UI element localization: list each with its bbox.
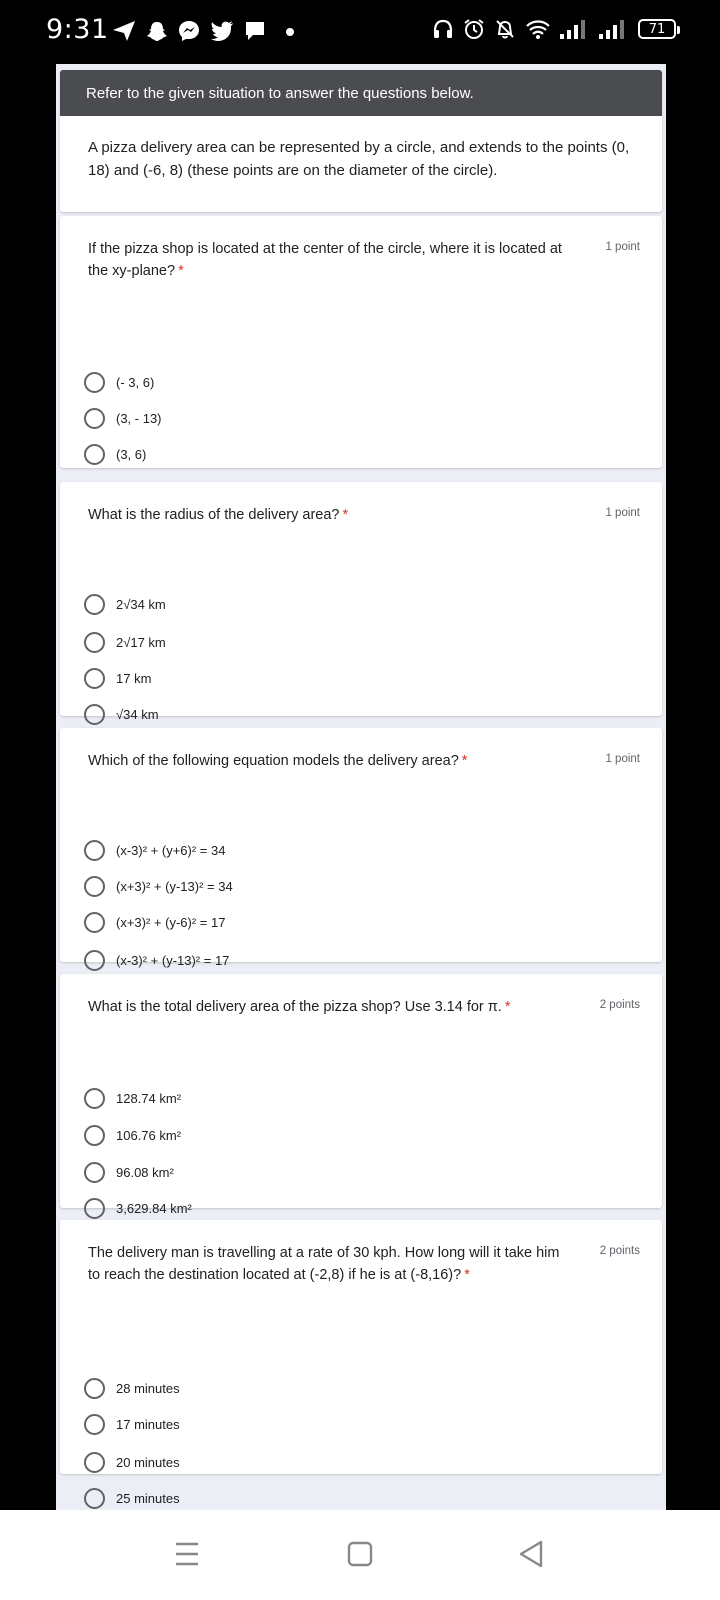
option-label: 2√17 km bbox=[116, 635, 166, 650]
home-icon[interactable] bbox=[347, 1540, 373, 1568]
option-label: (- 3, 6) bbox=[116, 375, 155, 390]
option-row[interactable] bbox=[84, 1125, 484, 1146]
question-card bbox=[60, 1220, 662, 1506]
option-row[interactable] bbox=[84, 840, 484, 861]
question-points: 1 point bbox=[605, 507, 640, 519]
section-title: Refer to the given situation to answer the questions below. bbox=[60, 70, 662, 116]
option-label: 17 minutes bbox=[116, 1417, 180, 1432]
radio-button[interactable] bbox=[84, 912, 105, 933]
battery-indicator: 71 bbox=[638, 19, 676, 39]
question-card bbox=[60, 216, 662, 468]
radio-button[interactable] bbox=[84, 1088, 105, 1109]
messenger-icon bbox=[178, 20, 200, 42]
question-points: 1 point bbox=[605, 241, 640, 253]
option-label: (3, - 13) bbox=[116, 411, 162, 426]
question-points: 1 point bbox=[605, 753, 640, 765]
option-row[interactable] bbox=[84, 704, 484, 725]
option-row[interactable] bbox=[84, 594, 484, 615]
radio-button[interactable] bbox=[84, 1378, 105, 1399]
question-text: Which of the following equation models the delivery area? bbox=[88, 753, 459, 769]
radio-button[interactable] bbox=[84, 1452, 105, 1473]
send-icon bbox=[112, 20, 136, 42]
form-header-card bbox=[60, 70, 662, 212]
question-title bbox=[60, 1220, 662, 1286]
option-label: 96.08 km² bbox=[116, 1165, 174, 1180]
option-label: 20 minutes bbox=[116, 1455, 180, 1470]
notification-icons bbox=[112, 20, 296, 42]
question-points: 2 points bbox=[599, 1245, 640, 1257]
clock: 9:31 bbox=[46, 14, 109, 45]
option-row[interactable] bbox=[84, 668, 484, 689]
option-row[interactable] bbox=[84, 372, 484, 393]
option-row[interactable] bbox=[84, 1088, 484, 1109]
signal-icon bbox=[560, 18, 590, 40]
required-asterisk: * bbox=[504, 999, 511, 1015]
back-icon[interactable] bbox=[518, 1540, 544, 1568]
question-card bbox=[60, 482, 662, 722]
radio-button[interactable] bbox=[84, 1162, 105, 1183]
snapchat-icon bbox=[146, 20, 168, 42]
option-row[interactable] bbox=[84, 1378, 484, 1399]
option-label: (3, 6) bbox=[116, 447, 147, 462]
option-label: 128.74 km² bbox=[116, 1091, 182, 1106]
radio-button[interactable] bbox=[84, 408, 105, 429]
option-label: (x+3)² + (y-13)² = 34 bbox=[116, 879, 233, 894]
radio-button[interactable] bbox=[84, 668, 105, 689]
question-text: What is the total delivery area of the pizza shop? Use 3.14 for π. bbox=[88, 999, 502, 1015]
question-points: 2 points bbox=[599, 999, 640, 1011]
required-asterisk: * bbox=[342, 507, 349, 523]
radio-button[interactable] bbox=[84, 372, 105, 393]
question-text: If the pizza shop is located at the center of the circle, where it is located at the xy-plane? bbox=[88, 241, 562, 279]
question-card bbox=[60, 974, 662, 1216]
alarm-icon bbox=[463, 18, 485, 40]
wifi-icon bbox=[525, 18, 551, 40]
option-label: (x+3)² + (y-6)² = 17 bbox=[116, 915, 226, 930]
navigation-bar bbox=[0, 1510, 720, 1600]
question-title bbox=[60, 216, 662, 282]
option-row[interactable] bbox=[84, 1162, 484, 1183]
radio-button[interactable] bbox=[84, 1414, 105, 1435]
option-label: 28 minutes bbox=[116, 1381, 180, 1396]
required-asterisk: * bbox=[464, 1267, 470, 1283]
option-row[interactable] bbox=[84, 1452, 484, 1473]
status-bar bbox=[0, 0, 720, 62]
option-row[interactable] bbox=[84, 408, 484, 429]
radio-button[interactable] bbox=[84, 594, 105, 615]
radio-button[interactable] bbox=[84, 1125, 105, 1146]
system-icons bbox=[432, 18, 676, 40]
option-row[interactable] bbox=[84, 1198, 484, 1219]
message-icon bbox=[244, 20, 266, 42]
radio-button[interactable] bbox=[84, 704, 105, 725]
radio-button[interactable] bbox=[84, 1198, 105, 1219]
radio-button[interactable] bbox=[84, 632, 105, 653]
headset-icon bbox=[432, 18, 454, 40]
option-row[interactable] bbox=[84, 632, 484, 653]
option-label: 106.76 km² bbox=[116, 1128, 182, 1143]
signal-icon bbox=[599, 18, 629, 40]
option-label: (x-3)² + (y-13)² = 17 bbox=[116, 953, 230, 968]
section-description: A pizza delivery area can be represented by a circle, and extends to the points (0, 18) and (-6, 8) (these points are on the diameter of the circle). bbox=[88, 139, 630, 179]
question-card bbox=[60, 728, 662, 968]
option-label: 3,629.84 km² bbox=[116, 1201, 192, 1216]
radio-button[interactable] bbox=[84, 444, 105, 465]
question-text: The delivery man is travelling at a rate of 30 kph. How long will it take him to reach the destination located at (-2,8) if he is at (-8,16)? bbox=[88, 1245, 560, 1283]
option-row[interactable] bbox=[84, 1488, 484, 1509]
option-row[interactable] bbox=[84, 876, 484, 897]
option-row[interactable] bbox=[84, 912, 484, 933]
mute-icon bbox=[494, 18, 516, 40]
required-asterisk: * bbox=[461, 753, 468, 769]
option-label: 2√34 km bbox=[116, 597, 166, 612]
twitter-icon bbox=[210, 21, 234, 41]
form-area[interactable] bbox=[56, 64, 666, 1514]
radio-button[interactable] bbox=[84, 1488, 105, 1509]
option-row[interactable] bbox=[84, 1414, 484, 1435]
question-title bbox=[60, 728, 662, 772]
question-text: What is the radius of the delivery area? bbox=[88, 507, 340, 523]
radio-button[interactable] bbox=[84, 840, 105, 861]
option-label: 17 km bbox=[116, 671, 152, 686]
option-row[interactable] bbox=[84, 950, 484, 971]
required-asterisk: * bbox=[178, 263, 184, 279]
radio-button[interactable] bbox=[84, 876, 105, 897]
recent-apps-icon[interactable] bbox=[174, 1540, 200, 1568]
option-label: 25 minutes bbox=[116, 1491, 180, 1506]
question-title bbox=[60, 974, 662, 1018]
option-label: √34 km bbox=[116, 707, 159, 722]
dot-icon bbox=[276, 21, 296, 41]
option-label: (x-3)² + (y+6)² = 34 bbox=[116, 843, 226, 858]
question-title bbox=[60, 482, 662, 526]
option-row[interactable] bbox=[84, 444, 484, 465]
radio-button[interactable] bbox=[84, 950, 105, 971]
